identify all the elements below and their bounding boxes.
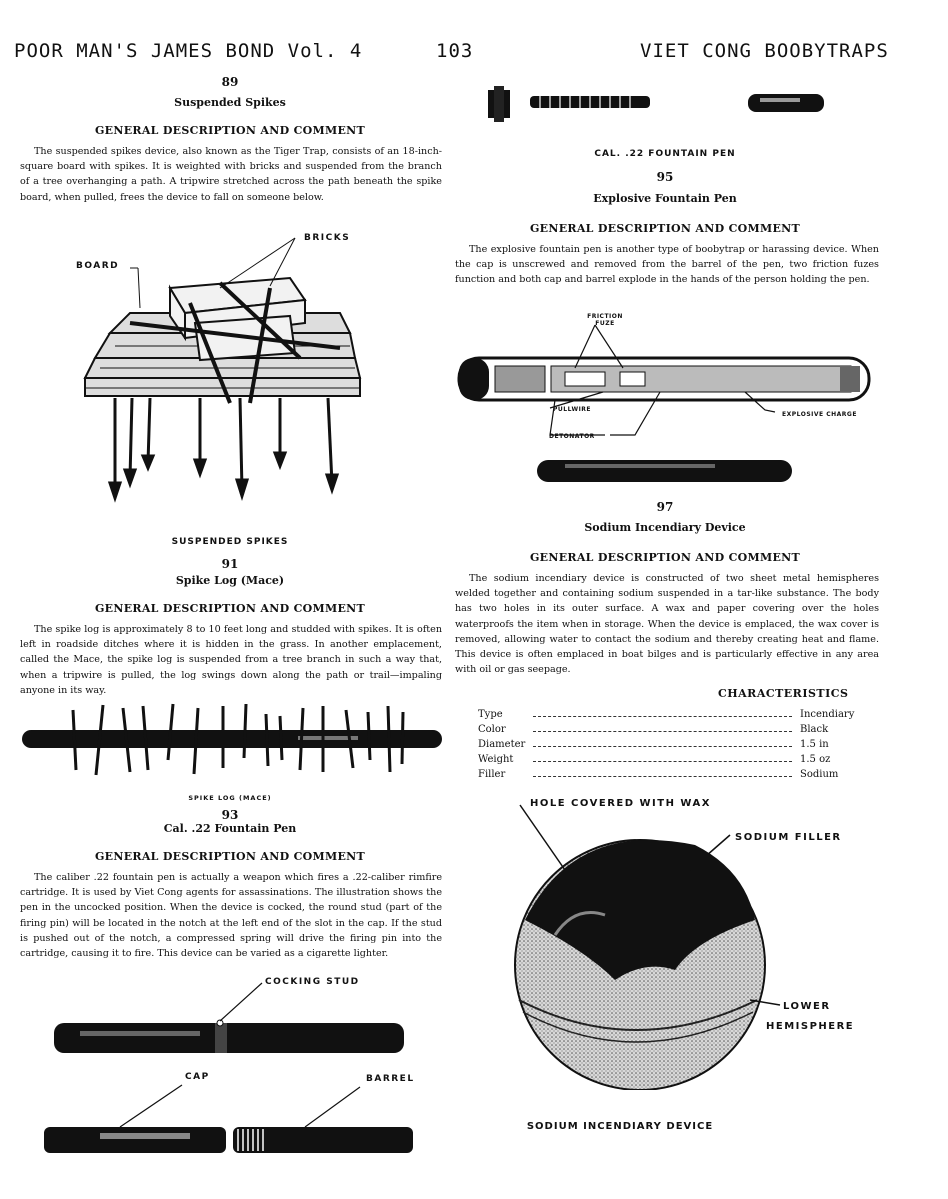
explosive-pen-diagram	[455, 310, 885, 490]
table-row: Weight 1.5 oz	[478, 754, 831, 765]
item-number-93: 93	[221, 808, 239, 822]
label-board: BOARD	[76, 261, 120, 271]
section-heading: GENERAL DESCRIPTION AND COMMENT	[94, 602, 365, 615]
description-sodium-device: The sodium incendiary device is constructed of two sheet metal hemispheres welded together and containing sodium suspended in a tar-like substance. The body has two holes in its outer surface. A wax and paper covering over the holes waterproofs the item when in storage. When the device is emplaced, the wax cover is removed, allowing water to contact the sodium and thereby creating heat and flame. This device is often emplaced in boat bilges and is particularly effective in any area with oil or gas seepage.	[455, 573, 879, 676]
label-sodium-filler: SODIUM FILLER	[735, 832, 842, 843]
item-title-suspended-spikes: Suspended Spikes	[174, 96, 286, 109]
label-cap: CAP	[185, 1072, 210, 1082]
item-number-95: 95	[656, 170, 674, 184]
label-hemisphere: HEMISPHERE	[766, 1021, 855, 1032]
item-title-explosive-pen: Explosive Fountain Pen	[593, 192, 737, 205]
description-22-pen: The caliber .22 fountain pen is actually a weapon which fires a .22-caliber rimfire cartridge. It is used by Viet Cong agents for assassinations. The illustration shows the pen in the uncocked position. When the device is cocked, the round stud (part of the firing pin) will be located in the notch at the left end of the slot in the cap. If the stud is pushed out of the notch, a compressed spring will drive the firing pin into the cartridge, causing it to fire. This device can be varied as a cigarette lighter.	[20, 872, 442, 960]
label-explosive-charge: EXPLOSIVE CHARGE	[782, 411, 857, 418]
caption-sodium-device: SODIUM INCENDIARY DEVICE	[526, 1121, 714, 1132]
label-friction-fuze: FRICTION FUZE	[587, 313, 623, 327]
item-number-91: 91	[221, 557, 239, 571]
item-number-97: 97	[656, 500, 674, 514]
label-barrel: BARREL	[366, 1074, 415, 1084]
caption-22-pen-photo: CAL. .22 FOUNTAIN PEN	[594, 149, 736, 159]
item-title-22-pen: Cal. .22 Fountain Pen	[163, 822, 297, 835]
section-heading: GENERAL DESCRIPTION AND COMMENT	[94, 850, 365, 863]
section-heading: GENERAL DESCRIPTION AND COMMENT	[529, 222, 800, 235]
22-pen-illustration	[40, 975, 440, 1165]
characteristics-heading: CHARACTERISTICS	[718, 687, 849, 700]
sodium-device-illustration	[495, 800, 795, 1090]
table-row: Filler Sodium	[478, 769, 839, 780]
caption-suspended-spikes: SUSPENDED SPIKES	[171, 537, 289, 547]
spike-log-illustration	[18, 700, 448, 780]
label-hole-covered-with-wax: HOLE COVERED WITH WAX	[530, 798, 711, 809]
description-spike-log: The spike log is approximately 8 to 10 feet long and studded with spikes. It is often left in roadside ditches where it is hidden in the grass. In another emplacement, called the Mace, the spike log is suspended from a tree branch in such a way that, when a tripwire is pulled, the log swings down along the path or trail—impaling anyone in its way.	[20, 624, 442, 696]
page-number: 103	[436, 40, 474, 62]
label-detonator: DETONATOR	[549, 433, 595, 440]
item-title-spike-log: Spike Log (Mace)	[175, 574, 285, 587]
description-explosive-pen: The explosive fountain pen is another type of boobytrap or harassing device. When the cap is unscrewed and removed from the barrel of the pen, two friction fuzes function and both cap and barrel explode in the hands of the person holding the pen.	[455, 244, 879, 286]
section-heading: GENERAL DESCRIPTION AND COMMENT	[529, 551, 800, 564]
item-number-89: 89	[221, 75, 239, 89]
suspended-spikes-illustration	[70, 228, 390, 518]
label-cocking-stud: COCKING STUD	[265, 977, 360, 987]
table-row: Diameter 1.5 in	[478, 739, 829, 750]
characteristics-table	[478, 707, 858, 782]
label-pullwire: PULLWIRE	[553, 406, 592, 413]
22-pen-photo	[480, 82, 840, 127]
table-row: Color Black	[478, 724, 829, 735]
table-row: Type Incendiary	[478, 709, 855, 720]
description-suspended-spikes: The suspended spikes device, also known as the Tiger Trap, consists of an 18-inch-square board with spikes. It is weighted with bricks and suspended from the branch of a tree overhanging a path. A tripwire stretched across the path beneath the spike board, when pulled, frees the device to fall on someone below.	[20, 146, 442, 203]
running-header-section: VIET CONG BOOBYTRAPS	[640, 40, 889, 62]
item-title-sodium-device: Sodium Incendiary Device	[584, 521, 746, 534]
caption-spike-log: SPIKE LOG (MACE)	[188, 794, 272, 802]
label-lower: LOWER	[783, 1001, 831, 1012]
section-heading: GENERAL DESCRIPTION AND COMMENT	[94, 124, 365, 137]
label-bricks: BRICKS	[304, 233, 351, 243]
running-header-title: POOR MAN'S JAMES BOND Vol. 4	[14, 40, 363, 62]
